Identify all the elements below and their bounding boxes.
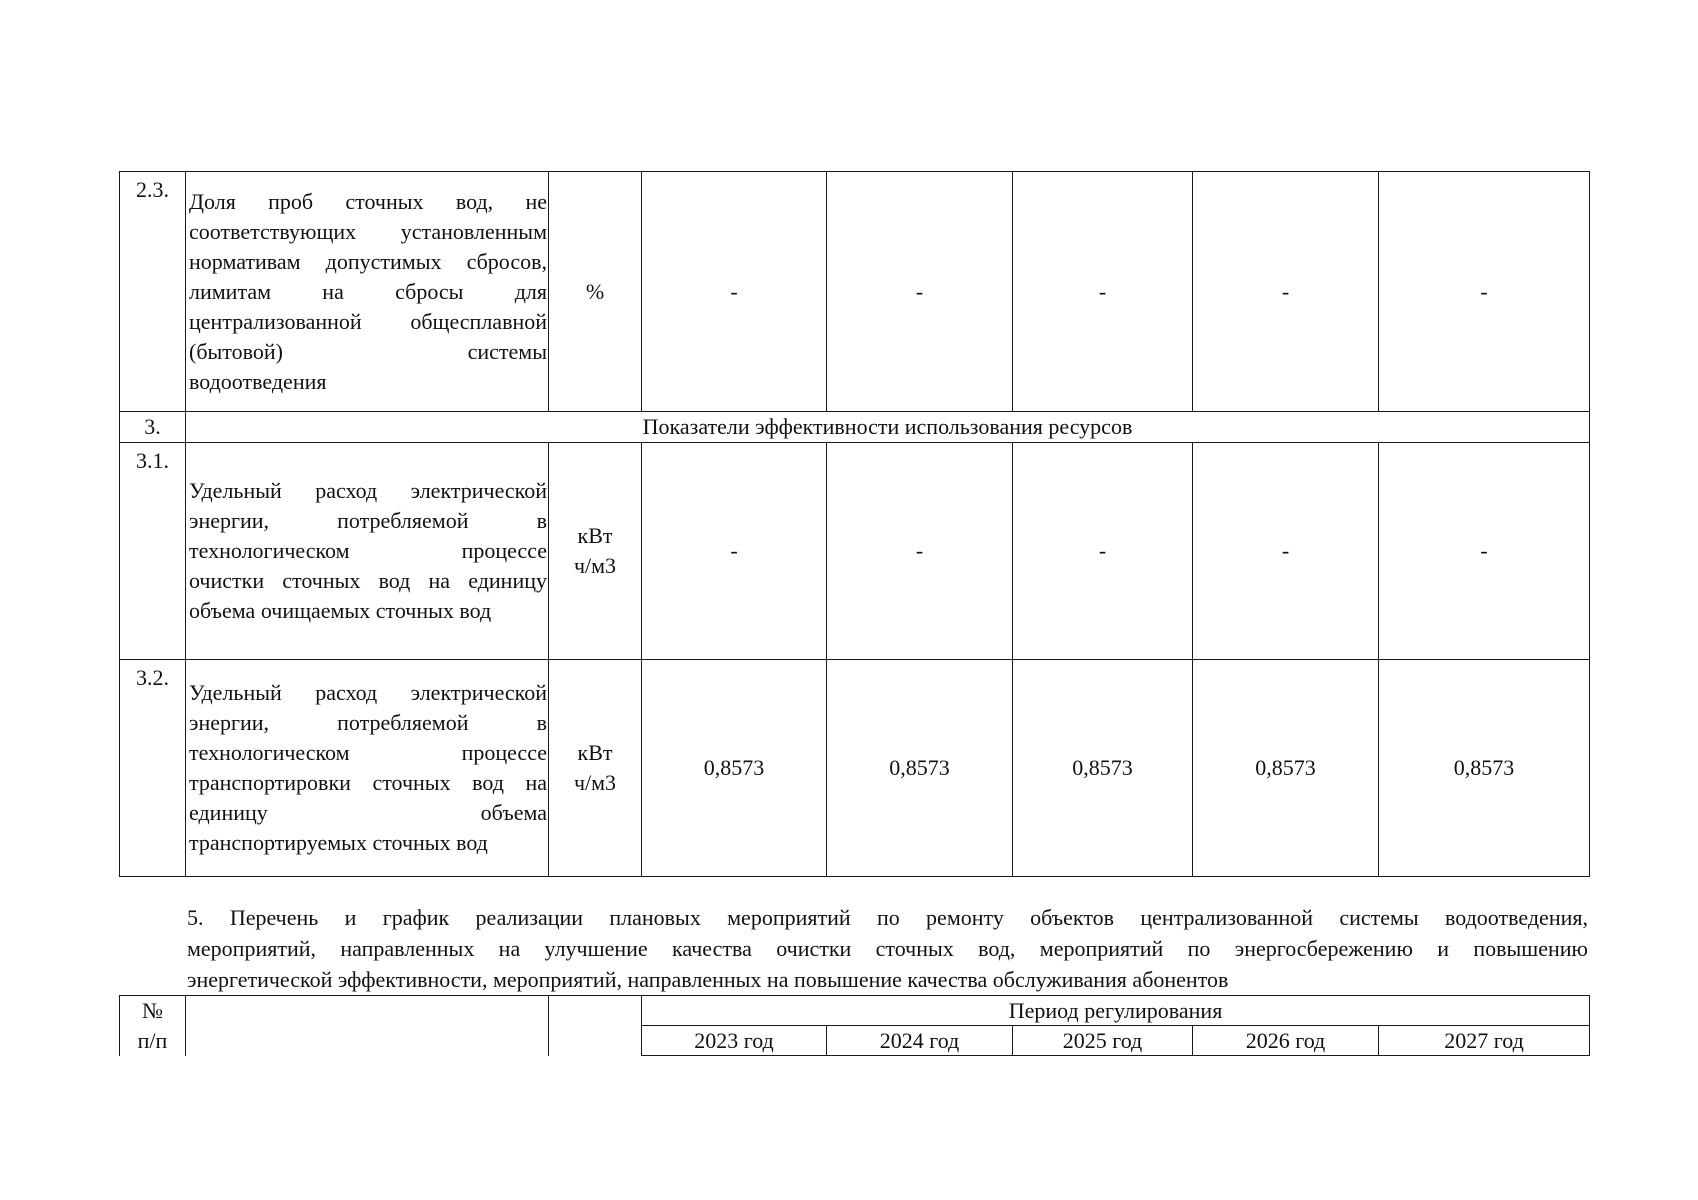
- name-line: соответствующих установленным: [189, 218, 547, 244]
- table-row: [120, 660, 1590, 877]
- value-cell: -: [642, 172, 827, 412]
- year-header: 2025 год: [1013, 1026, 1193, 1056]
- indicators-table: [119, 171, 1590, 877]
- blank-header-cont: [549, 1026, 642, 1056]
- num-header: №: [120, 996, 186, 1026]
- year-header: 2023 год: [642, 1026, 827, 1056]
- blank-header: [549, 996, 642, 1026]
- row-number: 3.2.: [120, 660, 186, 877]
- indicator-name: [186, 172, 549, 412]
- value-cell: -: [827, 443, 1013, 660]
- name-line: технологическом процессе: [189, 538, 547, 563]
- value-cell: 0,8573: [642, 660, 827, 877]
- unit-cell: [549, 660, 642, 877]
- period-header: Период регулирования: [642, 996, 1590, 1026]
- name-line: Удельный расход электрической: [189, 478, 547, 503]
- year-header: 2027 год: [1379, 1026, 1590, 1056]
- name-line: централизованной общесплавной: [189, 308, 547, 334]
- value-cell: -: [1013, 443, 1193, 660]
- name-line: Доля проб сточных вод, не: [189, 188, 547, 214]
- name-line: энергии, потребляемой в: [189, 710, 547, 735]
- name-line: объема очищаемых сточных вод: [189, 598, 492, 623]
- name-line: нормативам допустимых сбросов,: [189, 248, 547, 274]
- paragraph-line: 5. Перечень и график реализации плановых мероприятий по ремонту объектов централизованной системы водоотведения,: [187, 905, 1588, 930]
- name-line: (бытовой) системы: [189, 338, 547, 364]
- activities-table-header: [119, 995, 1590, 1056]
- year-header: 2024 год: [827, 1026, 1013, 1056]
- unit-line: ч/м3: [573, 553, 617, 578]
- value-cell: -: [1379, 172, 1590, 412]
- name-header-cont: [186, 1026, 549, 1056]
- row-number: 2.3.: [120, 172, 186, 412]
- unit-line: кВт: [577, 740, 613, 765]
- name-line: водоотведения: [189, 368, 327, 394]
- section-row: [120, 412, 1590, 443]
- value-cell: -: [642, 443, 827, 660]
- indicator-name: [186, 443, 549, 660]
- name-line: транспортировки сточных вод на: [189, 770, 547, 795]
- value-cell: 0,8573: [1193, 660, 1379, 877]
- row-number: 3.1.: [120, 443, 186, 660]
- name-line: транспортируемых сточных вод: [189, 830, 488, 855]
- unit-cell: %: [549, 172, 642, 412]
- indicator-name: [186, 660, 549, 877]
- table-row: [120, 172, 1590, 412]
- value-cell: -: [1193, 443, 1379, 660]
- value-cell: -: [1013, 172, 1193, 412]
- paragraph-line: мероприятий, направленных на улучшение качества очистки сточных вод, мероприятий по энергосбережению и повышению: [187, 936, 1588, 961]
- section-title: Показатели эффективности использования ресурсов: [186, 412, 1590, 443]
- value-cell: -: [827, 172, 1013, 412]
- value-cell: -: [1379, 443, 1590, 660]
- unit-cell: [549, 443, 642, 660]
- value-cell: 0,8573: [1013, 660, 1193, 877]
- section-number: 3.: [120, 412, 186, 443]
- unit-line: кВт: [577, 523, 613, 548]
- name-header: [186, 996, 549, 1026]
- table-row: [120, 443, 1590, 660]
- name-line: лимитам на сбросы для: [189, 278, 547, 304]
- name-line: энергии, потребляемой в: [189, 508, 547, 533]
- value-cell: 0,8573: [827, 660, 1013, 877]
- name-line: технологическом процессе: [189, 740, 547, 765]
- num-header-line2: п/п: [120, 1026, 186, 1056]
- paragraph-line: энергетической эффективности, мероприятий, направленных на повышение качества обслуживания абонентов: [187, 967, 1229, 992]
- value-cell: -: [1193, 172, 1379, 412]
- name-line: Удельный расход электрической: [189, 680, 547, 705]
- name-line: очистки сточных вод на единицу: [189, 568, 547, 593]
- value-cell: 0,8573: [1379, 660, 1590, 877]
- section-5-paragraph: [187, 902, 1588, 995]
- unit-line: ч/м3: [573, 770, 617, 795]
- name-line: единицу объема: [189, 800, 547, 825]
- year-header: 2026 год: [1193, 1026, 1379, 1056]
